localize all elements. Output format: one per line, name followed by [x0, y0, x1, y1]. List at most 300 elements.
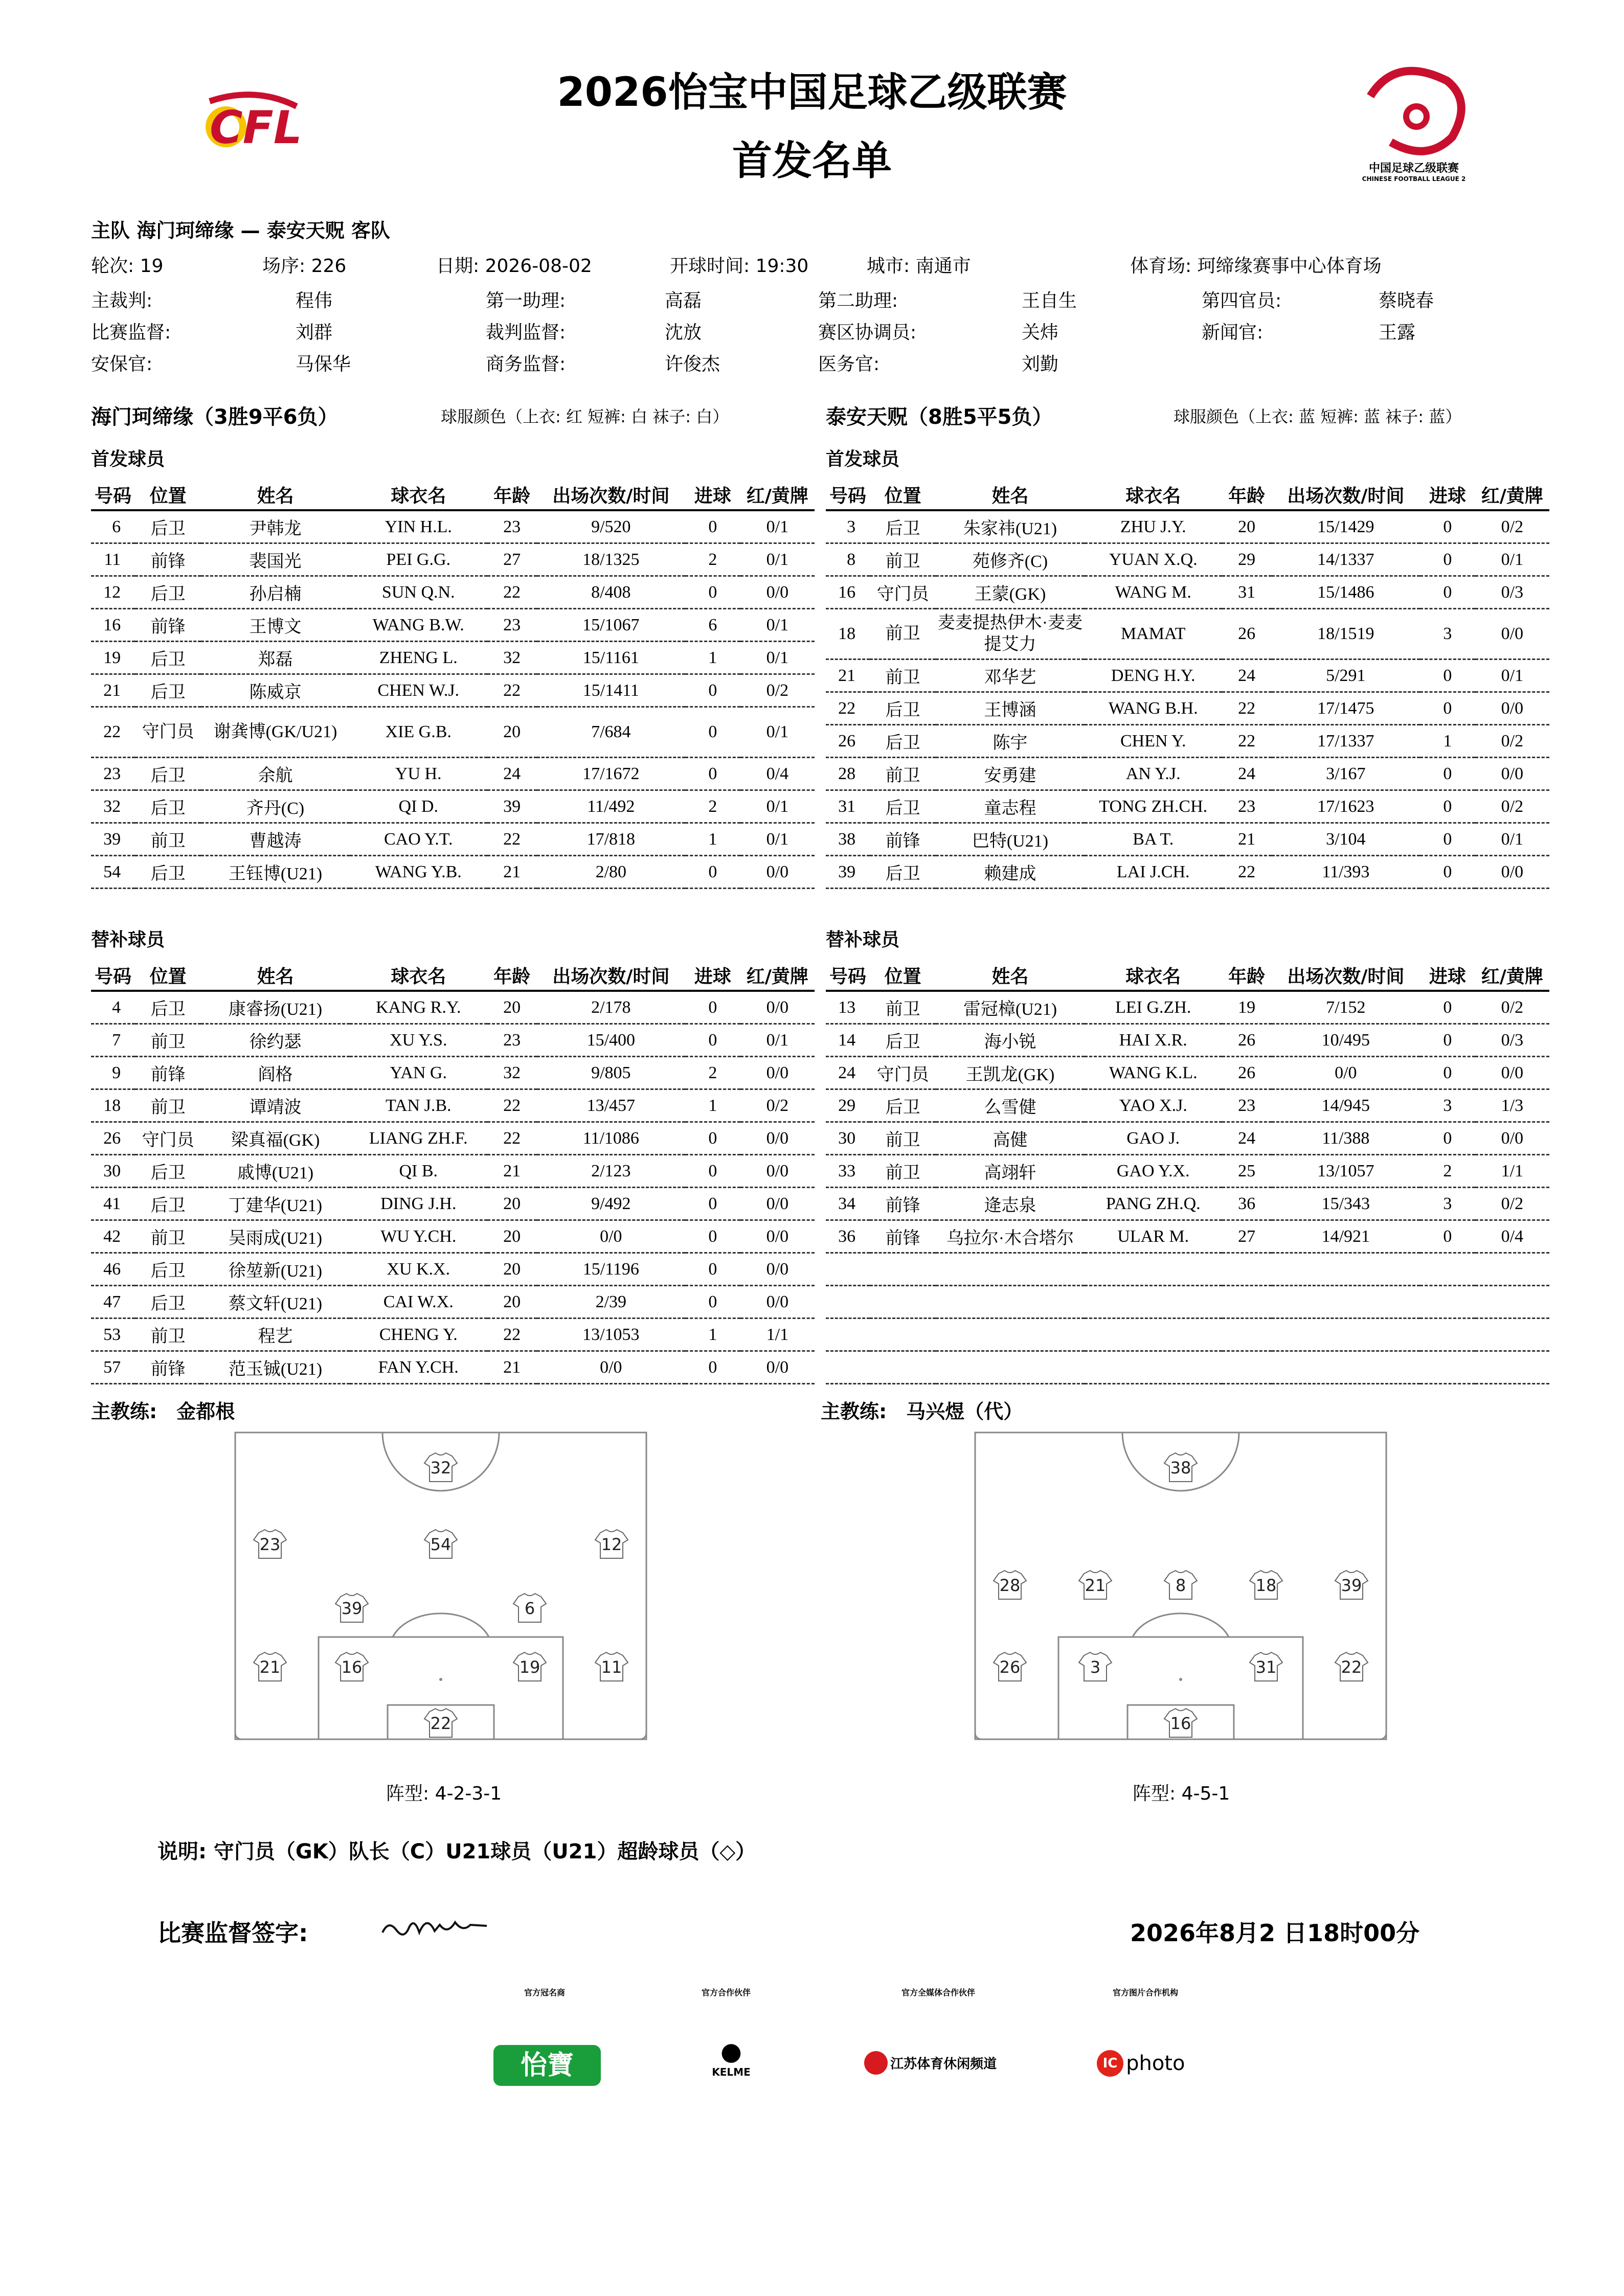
col-number: 54 [91, 856, 135, 889]
col-position: 前锋 [870, 823, 936, 856]
table-row [91, 856, 815, 889]
col-age: 24 [1222, 660, 1272, 692]
col-goals: 1 [685, 1089, 740, 1122]
col-name: 程艺 [201, 1319, 350, 1351]
col-shirt-name: XU Y.S. [350, 1024, 487, 1057]
col-cards: 0/0 [740, 1286, 815, 1319]
col-position: 后卫 [870, 692, 936, 725]
col-number: 3 [826, 510, 870, 543]
col-cards: 0/2 [1475, 991, 1549, 1024]
col-position: 前卫 [870, 758, 936, 790]
col-goals: 1 [685, 642, 740, 674]
table-row [91, 510, 815, 543]
col-apps: 2/178 [537, 991, 686, 1024]
away-starters-label: 首发球员 [826, 449, 900, 470]
col-position-header: 位置 [135, 480, 201, 510]
col-name-header: 姓名 [201, 480, 350, 510]
table-row [826, 1024, 1549, 1057]
col-apps: 0/0 [537, 1351, 686, 1384]
col-apps: 3/167 [1272, 758, 1420, 790]
col-name: 曹越涛 [201, 823, 350, 856]
home-team-header: 海门珂缔缘（3胜9平6负） [91, 405, 339, 429]
official-label: 第二助理: [818, 290, 898, 311]
table-row [91, 1024, 815, 1057]
col-goals: 0 [685, 707, 740, 758]
col-number: 12 [91, 576, 135, 609]
col-position: 后卫 [870, 1089, 936, 1122]
away-coach: 主教练: 马兴煜（代） [821, 1400, 1023, 1423]
col-name: 邓华艺 [936, 660, 1085, 692]
col-age: 27 [487, 543, 537, 576]
col-shirt-name: YIN H.L. [350, 510, 487, 543]
supervisor-signature [378, 1909, 491, 1945]
table-row [91, 674, 815, 707]
col-age: 23 [1222, 1089, 1272, 1122]
col-name: 乌拉尔·木合塔尔 [936, 1220, 1085, 1253]
col-name: 余航 [201, 758, 350, 790]
col-number: 6 [91, 510, 135, 543]
legend-note: 说明: 守门员（GK）队长（C）U21球员（U21）超龄球员（◇） [157, 1840, 756, 1863]
official-label: 第一助理: [486, 290, 566, 311]
col-goals: 0 [685, 1155, 740, 1188]
col-position: 守门员 [870, 576, 936, 609]
official-name: 王露 [1379, 322, 1416, 343]
col-goals: 0 [1420, 660, 1475, 692]
table-row [91, 790, 815, 823]
player-shirt-number: 18 [1255, 1576, 1277, 1595]
sponsor-label-photo: 官方图片合作机构 [1112, 1988, 1178, 1997]
col-age: 22 [487, 823, 537, 856]
player-shirt-number: 6 [524, 1599, 535, 1618]
col-cards: 0/2 [1475, 725, 1549, 758]
col-age: 22 [487, 1089, 537, 1122]
col-apps: 15/1429 [1272, 510, 1420, 543]
col-shirt-name: WANG B.H. [1085, 692, 1222, 725]
col-shirt-name: CHEN Y. [1085, 725, 1222, 758]
player-shirt-icon [335, 1594, 368, 1622]
col-apps: 0/0 [537, 1220, 686, 1253]
table-row [91, 1253, 815, 1286]
col-name: 王蒙(GK) [936, 576, 1085, 609]
col-number-header: 号码 [826, 960, 870, 991]
col-goals: 0 [1420, 543, 1475, 576]
col-name: 王博文 [201, 609, 350, 642]
away-kit-colors: 球服颜色（上衣: 蓝 短裤: 蓝 袜子: 蓝） [1174, 407, 1462, 426]
col-shirt-name: ZHU J.Y. [1085, 510, 1222, 543]
sponsor-label-media: 官方全媒体合作伙伴 [901, 1988, 975, 1997]
col-shirt-name: FAN Y.CH. [350, 1351, 487, 1384]
col-shirt-name: HAI X.R. [1085, 1024, 1222, 1057]
col-name: 徐堃新(U21) [201, 1253, 350, 1286]
col-cards: 0/1 [740, 543, 815, 576]
col-cards: 0/0 [1475, 1057, 1549, 1089]
col-name: 童志程 [936, 790, 1085, 823]
col-shirt-name: MAMAT [1085, 609, 1222, 660]
col-apps: 3/104 [1272, 823, 1420, 856]
col-age: 20 [487, 1188, 537, 1220]
table-row [91, 1057, 815, 1089]
table-row [91, 823, 815, 856]
col-apps: 18/1325 [537, 543, 686, 576]
col-age: 36 [1222, 1188, 1272, 1220]
col-age: 20 [487, 1220, 537, 1253]
col-age: 32 [487, 1057, 537, 1089]
col-name: 陈威京 [201, 674, 350, 707]
col-position: 后卫 [135, 1286, 201, 1319]
col-position: 前卫 [870, 1122, 936, 1155]
col-name: 丁建华(U21) [201, 1188, 350, 1220]
col-age: 20 [487, 1253, 537, 1286]
table-row [91, 1319, 815, 1351]
official-name: 程伟 [296, 290, 333, 311]
match-date: 日期: 2026-08-02 [436, 256, 592, 277]
col-number: 9 [91, 1057, 135, 1089]
col-name: 高健 [936, 1122, 1085, 1155]
col-shirt-name: YAO X.J. [1085, 1089, 1222, 1122]
page-title: 2026怡宝中国足球乙级联赛 [557, 70, 1067, 116]
col-goals: 0 [1420, 991, 1475, 1024]
player-shirt-icon [1079, 1571, 1112, 1599]
away-starters-table [826, 480, 1549, 889]
col-cards: 0/0 [740, 576, 815, 609]
col-age-header: 年龄 [487, 480, 537, 510]
paw-icon: ● [720, 2037, 742, 2066]
jstv-mark-icon [864, 2051, 888, 2075]
col-cards: 0/0 [740, 1220, 815, 1253]
official-name: 许俊杰 [665, 354, 720, 375]
col-number: 19 [91, 642, 135, 674]
col-shirt-name: WANG K.L. [1085, 1057, 1222, 1089]
penalty-arc [1133, 1613, 1229, 1637]
penalty-spot [1179, 1678, 1182, 1681]
col-age: 20 [487, 707, 537, 758]
player-shirt-icon [254, 1652, 286, 1681]
sponsor-logo-yibao: 怡寶 [493, 2045, 601, 2086]
home-starters-label: 首发球员 [91, 449, 165, 470]
player-shirt-icon [424, 1530, 457, 1558]
col-name: 逄志泉 [936, 1188, 1085, 1220]
col-apps-header: 出场次数/时间 [537, 480, 686, 510]
col-position: 守门员 [135, 1122, 201, 1155]
col-goals: 0 [685, 1351, 740, 1384]
empty-row [826, 1253, 1549, 1286]
col-cards: 0/1 [1475, 660, 1549, 692]
kickoff-time: 开球时间: 19:30 [670, 256, 809, 277]
col-number: 16 [91, 609, 135, 642]
col-position: 后卫 [870, 856, 936, 889]
col-number: 8 [826, 543, 870, 576]
table-row [826, 991, 1549, 1024]
signed-datetime: 2026年8月2 日18时00分 [1130, 1919, 1420, 1947]
col-shirt-name: LIANG ZH.F. [350, 1122, 487, 1155]
player-shirt-icon [1164, 1571, 1197, 1599]
col-position-header: 位置 [870, 960, 936, 991]
col-goals: 0 [1420, 1220, 1475, 1253]
col-number: 28 [826, 758, 870, 790]
player-shirt-number: 26 [999, 1657, 1021, 1677]
official-name: 刘勤 [1022, 354, 1059, 375]
col-goals: 2 [685, 543, 740, 576]
official-name: 高磊 [665, 290, 702, 311]
table-row [826, 576, 1549, 609]
col-age: 20 [1222, 510, 1272, 543]
col-shirt-name-header: 球衣名 [1085, 480, 1222, 510]
col-shirt-name: XIE G.B. [350, 707, 487, 758]
col-age: 26 [1222, 1057, 1272, 1089]
home-subs-label: 替补球员 [91, 929, 165, 950]
col-number: 47 [91, 1286, 135, 1319]
col-name: 谭靖波 [201, 1089, 350, 1122]
col-goals: 0 [1420, 1024, 1475, 1057]
col-position: 后卫 [870, 1024, 936, 1057]
penalty-arc [393, 1613, 489, 1637]
col-shirt-name: PANG ZH.Q. [1085, 1188, 1222, 1220]
col-goals: 0 [685, 1286, 740, 1319]
col-number: 16 [826, 576, 870, 609]
table-row [91, 576, 815, 609]
col-number: 34 [826, 1188, 870, 1220]
player-shirt-icon [513, 1652, 546, 1681]
col-apps: 15/1411 [537, 674, 686, 707]
col-apps: 11/1086 [537, 1122, 686, 1155]
col-name: 王钰博(U21) [201, 856, 350, 889]
col-cards: 0/1 [1475, 823, 1549, 856]
player-shirt-number: 21 [259, 1657, 281, 1677]
col-apps: 17/818 [537, 823, 686, 856]
match-no: 场序: 226 [262, 256, 347, 277]
col-goals: 0 [1420, 576, 1475, 609]
col-position: 后卫 [135, 674, 201, 707]
col-cards: 0/1 [740, 1024, 815, 1057]
player-shirt-number: 22 [430, 1714, 452, 1733]
player-shirt-icon [1335, 1652, 1368, 1681]
official-label: 医务官: [818, 354, 880, 375]
col-number: 36 [826, 1220, 870, 1253]
col-position: 前卫 [870, 543, 936, 576]
signature-label: 比赛监督签字: [157, 1919, 308, 1947]
col-shirt-name: LEI G.ZH. [1085, 991, 1222, 1024]
col-shirt-name: WU Y.CH. [350, 1220, 487, 1253]
col-number: 13 [826, 991, 870, 1024]
col-position: 后卫 [135, 642, 201, 674]
col-number: 30 [826, 1122, 870, 1155]
col-age: 20 [487, 991, 537, 1024]
table-row [826, 1155, 1549, 1188]
col-apps-header: 出场次数/时间 [537, 960, 686, 991]
col-apps: 5/291 [1272, 660, 1420, 692]
col-shirt-name: GAO J. [1085, 1122, 1222, 1155]
player-shirt-icon [1250, 1652, 1282, 1681]
col-goals: 1 [685, 823, 740, 856]
col-number: 4 [91, 991, 135, 1024]
col-cards: 0/0 [740, 1155, 815, 1188]
player-shirt-icon [1250, 1571, 1282, 1599]
official-label: 裁判监督: [486, 322, 566, 343]
col-name: 王博涵 [936, 692, 1085, 725]
col-position: 前卫 [135, 823, 201, 856]
col-shirt-name-header: 球衣名 [350, 480, 487, 510]
col-apps: 17/1623 [1272, 790, 1420, 823]
col-number: 7 [91, 1024, 135, 1057]
official-label: 第四官员: [1202, 290, 1282, 311]
col-goals-header: 进球 [1420, 480, 1475, 510]
col-name: 尹韩龙 [201, 510, 350, 543]
player-shirt-icon [1164, 1453, 1197, 1482]
col-goals: 2 [685, 1057, 740, 1089]
col-age: 21 [1222, 823, 1272, 856]
col-cards: 0/1 [740, 510, 815, 543]
col-shirt-name: AN Y.J. [1085, 758, 1222, 790]
official-name: 沈放 [665, 322, 702, 343]
player-shirt-number: 19 [519, 1657, 540, 1677]
col-shirt-name: SUN Q.N. [350, 576, 487, 609]
col-name-header: 姓名 [936, 960, 1085, 991]
col-age: 23 [487, 510, 537, 543]
col-name: 么雪健 [936, 1089, 1085, 1122]
col-name: 齐丹(C) [201, 790, 350, 823]
col-apps: 13/1057 [1272, 1155, 1420, 1188]
table-row [91, 707, 815, 758]
col-name: 海小锐 [936, 1024, 1085, 1057]
kelme-text: KELME [712, 2066, 751, 2078]
col-shirt-name: TONG ZH.CH. [1085, 790, 1222, 823]
col-name: 阎格 [201, 1057, 350, 1089]
col-name: 陈宇 [936, 725, 1085, 758]
empty-row [826, 1286, 1549, 1319]
sponsor-logo-kelme [701, 2037, 762, 2078]
col-cards: 0/0 [1475, 1122, 1549, 1155]
col-number: 31 [826, 790, 870, 823]
col-goals: 1 [685, 1319, 740, 1351]
col-age: 26 [1222, 1024, 1272, 1057]
col-shirt-name: KANG R.Y. [350, 991, 487, 1024]
col-cards-header: 红/黄牌 [740, 480, 815, 510]
col-cards: 0/0 [1475, 609, 1549, 660]
col-goals: 0 [685, 674, 740, 707]
col-goals: 0 [685, 856, 740, 889]
home-subs-table [91, 960, 815, 1384]
col-position-header: 位置 [135, 960, 201, 991]
col-number: 22 [826, 692, 870, 725]
player-shirt-number: 39 [1341, 1576, 1362, 1595]
table-row [826, 1089, 1549, 1122]
col-goals: 0 [685, 1188, 740, 1220]
col-name: 裴国光 [201, 543, 350, 576]
table-row [826, 1057, 1549, 1089]
col-apps: 9/520 [537, 510, 686, 543]
col-position: 前卫 [870, 660, 936, 692]
col-age-header: 年龄 [1222, 480, 1272, 510]
col-number: 53 [91, 1319, 135, 1351]
official-label: 安保官: [91, 354, 153, 375]
player-shirt-number: 21 [1085, 1576, 1106, 1595]
col-apps: 14/921 [1272, 1220, 1420, 1253]
official-name: 关炜 [1022, 322, 1059, 343]
col-apps: 14/1337 [1272, 543, 1420, 576]
col-cards: 0/1 [740, 790, 815, 823]
table-row [826, 790, 1549, 823]
col-shirt-name: LAI J.CH. [1085, 856, 1222, 889]
col-position: 后卫 [135, 510, 201, 543]
col-number: 18 [826, 609, 870, 660]
player-shirt-icon [1335, 1571, 1368, 1599]
col-goals: 0 [1420, 856, 1475, 889]
col-cards-header: 红/黄牌 [1475, 480, 1549, 510]
player-shirt-number: 8 [1175, 1576, 1186, 1595]
col-age: 19 [1222, 991, 1272, 1024]
col-shirt-name: CHEN W.J. [350, 674, 487, 707]
player-shirt-number: 32 [430, 1458, 452, 1477]
col-position: 前卫 [870, 991, 936, 1024]
table-row [91, 609, 815, 642]
col-position: 前卫 [870, 1155, 936, 1188]
col-number: 26 [826, 725, 870, 758]
col-age: 29 [1222, 543, 1272, 576]
penalty-spot [439, 1678, 442, 1681]
col-age: 23 [1222, 790, 1272, 823]
col-name: 郑磊 [201, 642, 350, 674]
col-cards: 0/0 [740, 1351, 815, 1384]
col-cards-header: 红/黄牌 [740, 960, 815, 991]
col-cards: 0/4 [1475, 1220, 1549, 1253]
col-shirt-name: CHENG Y. [350, 1319, 487, 1351]
col-cards: 0/0 [740, 1253, 815, 1286]
col-shirt-name: GAO Y.X. [1085, 1155, 1222, 1188]
col-position: 守门员 [870, 1057, 936, 1089]
col-number: 57 [91, 1351, 135, 1384]
table-row [91, 758, 815, 790]
home-formation: 阵型: 4-2-3-1 [386, 1783, 502, 1804]
col-position: 后卫 [135, 856, 201, 889]
col-shirt-name: TAN J.B. [350, 1089, 487, 1122]
col-position: 后卫 [135, 991, 201, 1024]
col-shirt-name: YAN G. [350, 1057, 487, 1089]
match-line: 主队 海门珂缔缘 — 泰安天贶 客队 [91, 219, 390, 242]
col-position: 后卫 [135, 1253, 201, 1286]
col-apps-header: 出场次数/时间 [1272, 960, 1420, 991]
player-shirt-icon [254, 1530, 286, 1558]
col-age: 22 [1222, 856, 1272, 889]
col-name: 朱家祎(U21) [936, 510, 1085, 543]
col-number-header: 号码 [91, 960, 135, 991]
col-apps: 17/1475 [1272, 692, 1420, 725]
player-shirt-icon [994, 1571, 1026, 1599]
col-shirt-name: QI D. [350, 790, 487, 823]
col-number: 26 [91, 1122, 135, 1155]
col-goals: 1 [1420, 725, 1475, 758]
player-shirt-icon [513, 1594, 546, 1622]
col-number: 29 [826, 1089, 870, 1122]
col-name: 谢龚博(GK/U21) [201, 707, 350, 758]
col-cards: 0/2 [740, 1089, 815, 1122]
col-apps: 10/495 [1272, 1024, 1420, 1057]
page-subtitle: 首发名单 [732, 138, 892, 184]
col-number: 18 [91, 1089, 135, 1122]
col-age: 31 [1222, 576, 1272, 609]
col-cards: 0/0 [1475, 856, 1549, 889]
official-name: 刘群 [296, 322, 333, 343]
table-row [826, 856, 1549, 889]
official-label: 赛区协调员: [818, 322, 917, 343]
player-shirt-number: 16 [1170, 1714, 1191, 1733]
col-age: 24 [487, 758, 537, 790]
col-goals: 0 [1420, 1057, 1475, 1089]
col-apps: 2/80 [537, 856, 686, 889]
away-formation: 阵型: 4-5-1 [1133, 1783, 1230, 1804]
col-apps: 11/393 [1272, 856, 1420, 889]
col-position: 后卫 [135, 790, 201, 823]
table-row [826, 1122, 1549, 1155]
